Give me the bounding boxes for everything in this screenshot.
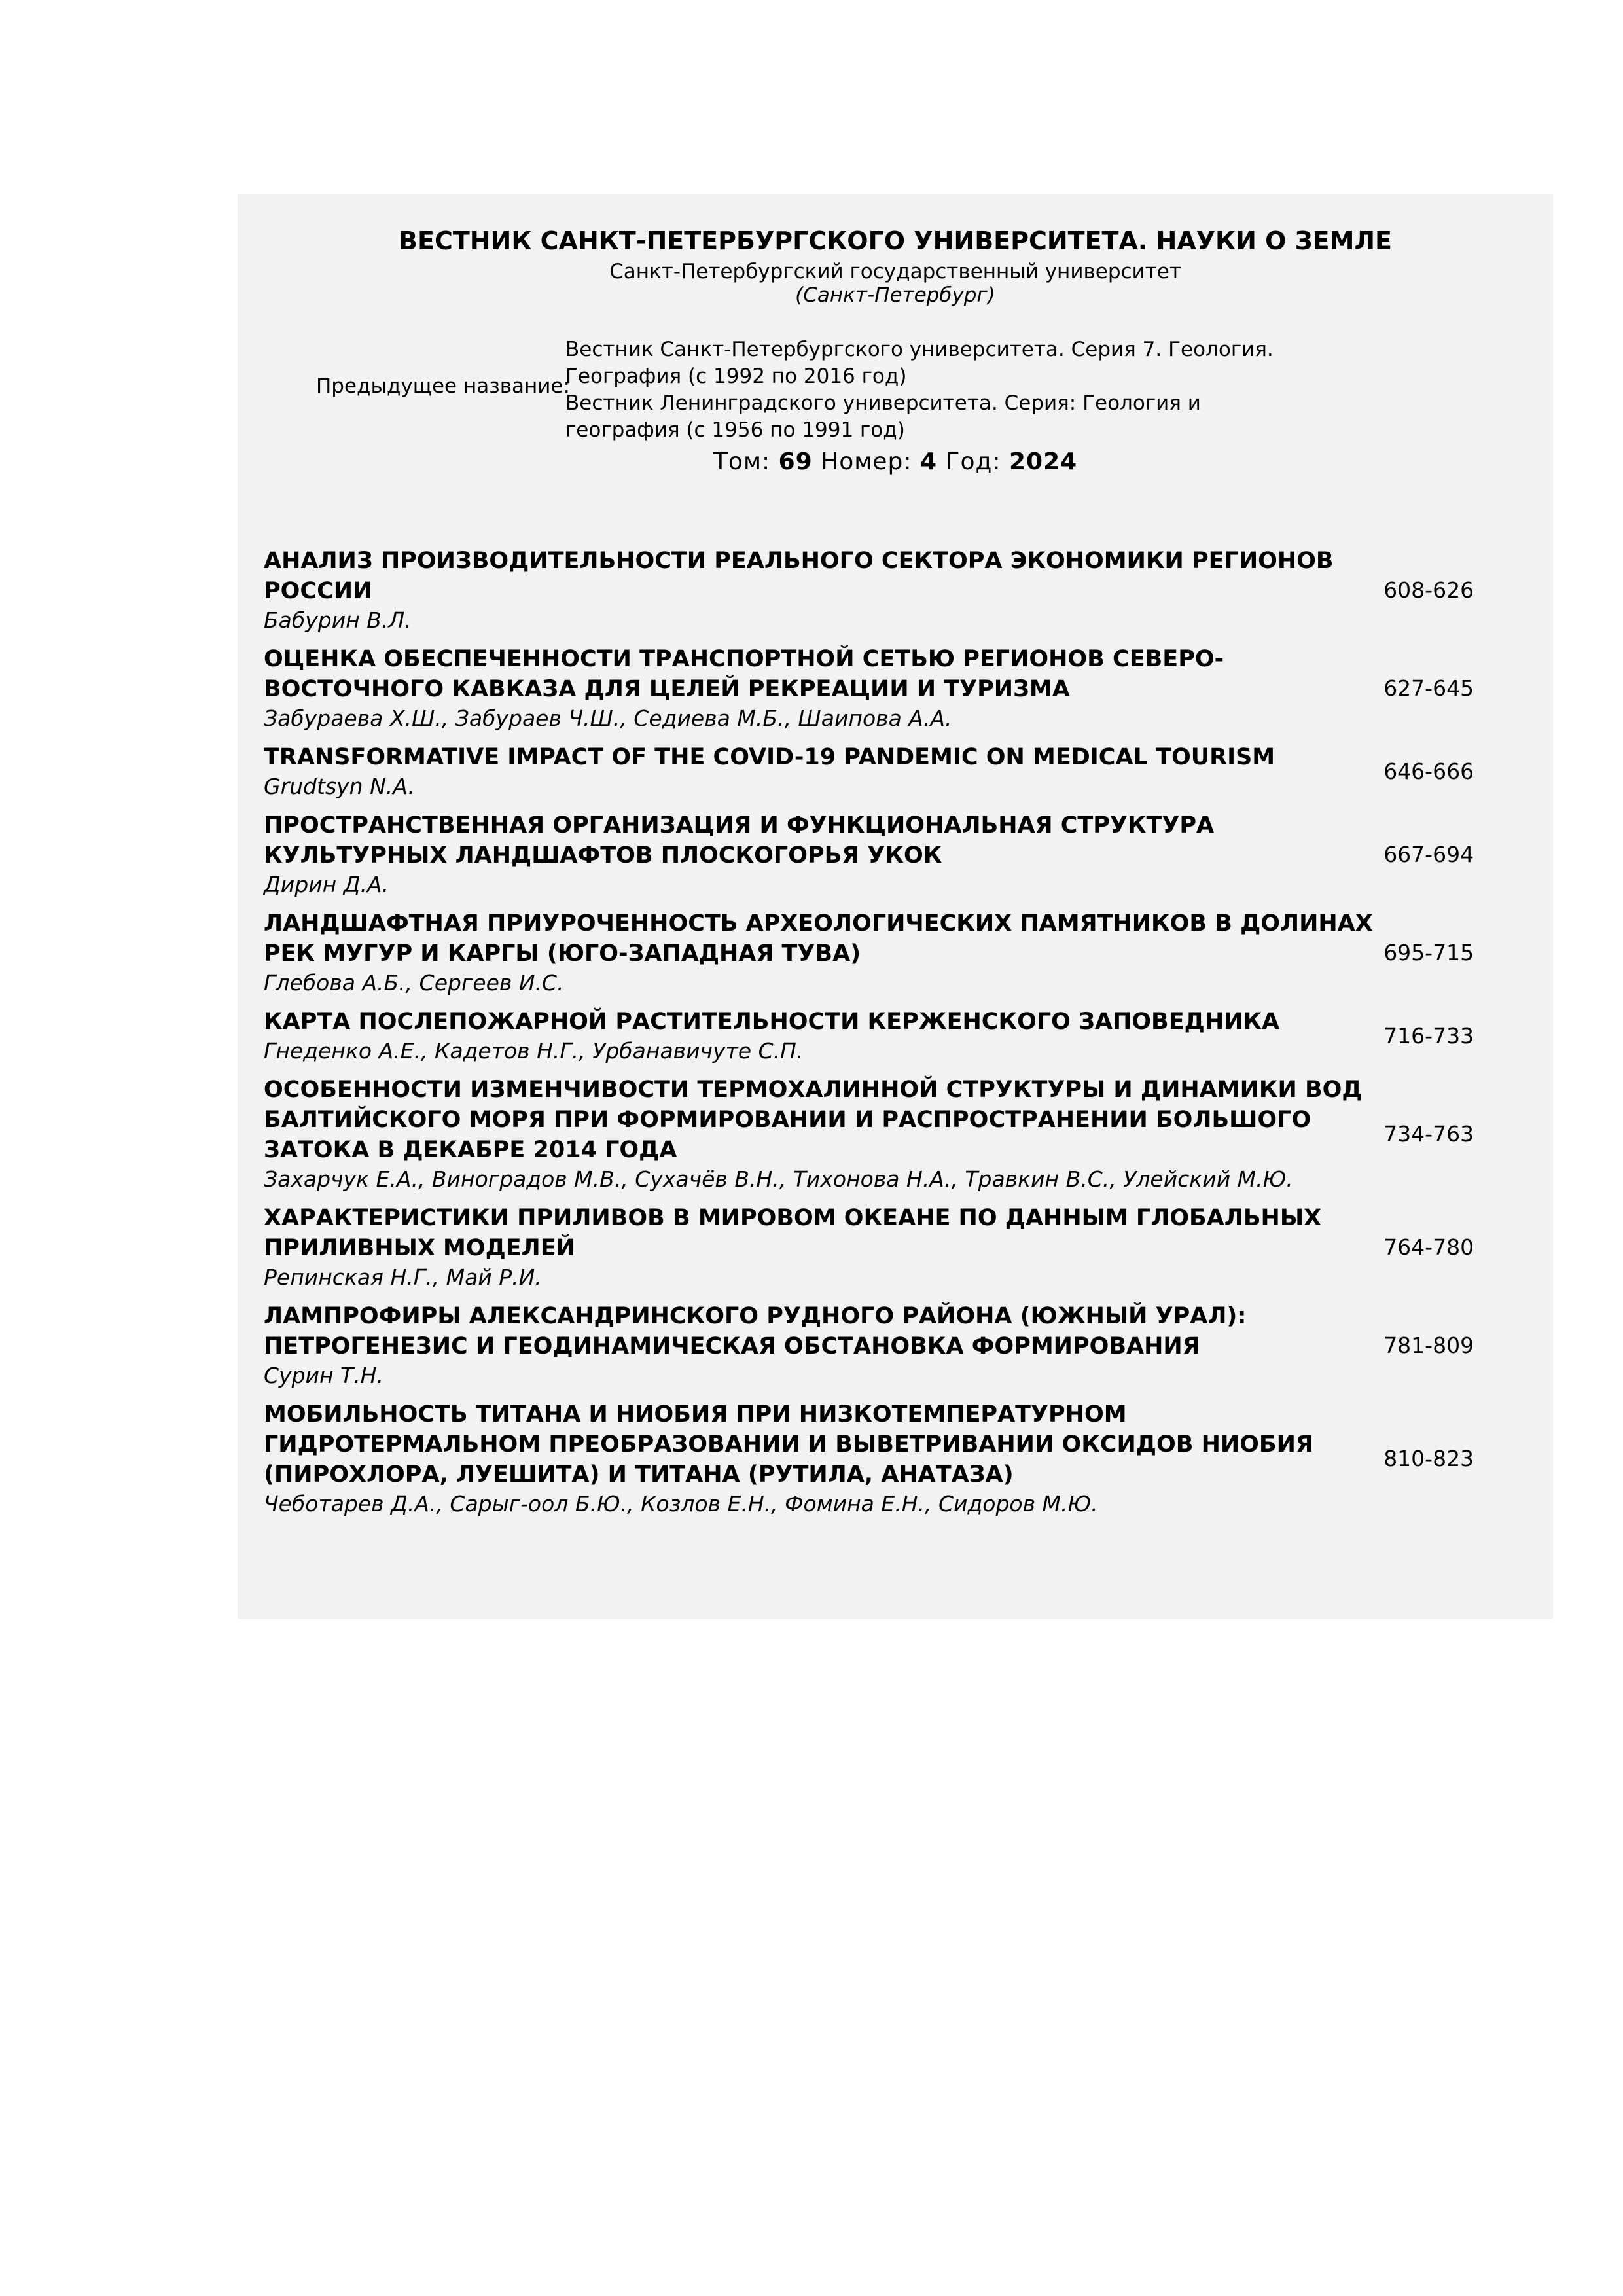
- article-main: [264, 1301, 1377, 1390]
- article-title-link[interactable]: ЛАМПРОФИРЫ АЛЕКСАНДРИНСКОГО РУДНОГО РАЙОНА (ЮЖНЫЙ УРАЛ): ПЕТРОГЕНЕЗИС И ГЕОДИНАМИЧЕСКАЯ ОБСТАНОВКА ФОРМИРОВАНИЯ: [264, 1303, 1247, 1359]
- article-title-link[interactable]: ПРОСТРАНСТВЕННАЯ ОРГАНИЗАЦИЯ И ФУНКЦИОНАЛЬНАЯ СТРУКТУРА КУЛЬТУРНЫХ ЛАНДШАФТОВ ПЛОСКОГОРЬЯ УКОК: [264, 812, 1215, 869]
- previous-names-list: [565, 336, 1311, 444]
- year-label: Год:: [945, 448, 1001, 475]
- article-title-link[interactable]: TRANSFORMATIVE IMPACT OF THE COVID-19 PANDEMIC ON MEDICAL TOURISM: [264, 744, 1275, 770]
- article-entry: [264, 1075, 1533, 1194]
- article-authors: Репинская Н.Г., Май Р.И.: [264, 1265, 542, 1290]
- article-title-link[interactable]: ХАРАКТЕРИСТИКИ ПРИЛИВОВ В МИРОВОМ ОКЕАНЕ ПО ДАННЫМ ГЛОБАЛЬНЫХ ПРИЛИВНЫХ МОДЕЛЕЙ: [264, 1205, 1322, 1261]
- article-pages: 734-763: [1383, 1121, 1474, 1147]
- article-authors: Захарчук Е.А., Виноградов М.В., Сухачёв В.Н., Тихонова Н.А., Травкин В.С., Улейский М.Ю.: [264, 1166, 1293, 1192]
- article-entry: [264, 644, 1533, 733]
- article-main: [264, 1203, 1377, 1292]
- article-pages: 695-715: [1383, 940, 1474, 965]
- previous-name-label: Предыдущее название:: [316, 374, 570, 398]
- article-title-link[interactable]: АНАЛИЗ ПРОИЗВОДИТЕЛЬНОСТИ РЕАЛЬНОГО СЕКТОРА ЭКОНОМИКИ РЕГИОНОВ РОССИИ: [264, 548, 1334, 604]
- article-entry: [264, 1203, 1533, 1292]
- article-title-link[interactable]: ЛАНДШАФТНАЯ ПРИУРОЧЕННОСТЬ АРХЕОЛОГИЧЕСКИХ ПАМЯТНИКОВ В ДОЛИНАХ РЕК МУГУР И КАРГЫ (ЮГО-ЗАПАДНАЯ ТУВА): [264, 910, 1373, 967]
- article-entry: [264, 1007, 1533, 1066]
- article-entry: [264, 810, 1533, 899]
- article-authors: Глебова А.Б., Сергеев И.С.: [264, 970, 564, 996]
- article-title-link[interactable]: МОБИЛЬНОСТЬ ТИТАНА И НИОБИЯ ПРИ НИЗКОТЕМПЕРАТУРНОМ ГИДРОТЕРМАЛЬНОМ ПРЕОБРАЗОВАНИИ И ВЫВЕТРИВАНИИ ОКСИДОВ НИОБИЯ (ПИРОХЛОРА, ЛУЕШИТА) И ТИТАНА (РУТИЛА, АНАТАЗА): [264, 1401, 1313, 1488]
- article-entry: [264, 908, 1533, 997]
- volume-value: 69: [778, 448, 813, 475]
- article-pages: 667-694: [1383, 842, 1474, 867]
- previous-name-item: Вестник Санкт-Петербургского университета. Серия 7. Геология. География (с 1992 по 2016 год): [565, 338, 1274, 388]
- publisher-name: Санкт-Петербургский государственный университет: [609, 260, 1181, 283]
- article-authors: Гнеденко А.Е., Кадетов Н.Г., Урбанавичуте С.П.: [264, 1038, 804, 1064]
- article-main: [264, 742, 1377, 801]
- journal-contents-panel: [238, 194, 1553, 1619]
- table-of-contents: [264, 546, 1533, 1528]
- volume-label: Том:: [713, 448, 771, 475]
- article-title-link[interactable]: ОСОБЕННОСТИ ИЗМЕНЧИВОСТИ ТЕРМОХАЛИННОЙ СТРУКТУРЫ И ДИНАМИКИ ВОД БАЛТИЙСКОГО МОРЯ ПРИ ФОРМИРОВАНИИ И РАСПРОСТРАНЕНИИ БОЛЬШОГО ЗАТОКА В ДЕКАБРЕ 2014 ГОДА: [264, 1077, 1363, 1163]
- year-value: 2024: [1008, 448, 1078, 475]
- number-label: Номер:: [821, 448, 912, 475]
- article-authors: Бабурин В.Л.: [264, 607, 412, 633]
- article-main: [264, 1007, 1377, 1066]
- article-pages: 764-780: [1383, 1234, 1474, 1260]
- article-pages: 716-733: [1383, 1023, 1474, 1049]
- article-title-link[interactable]: ОЦЕНКА ОБЕСПЕЧЕННОСТИ ТРАНСПОРТНОЙ СЕТЬЮ РЕГИОНОВ СЕВЕРО-ВОСТОЧНОГО КАВКАЗА ДЛЯ ЦЕЛЕЙ РЕКРЕАЦИИ И ТУРИЗМА: [264, 646, 1224, 702]
- article-entry: [264, 546, 1533, 635]
- article-entry: [264, 1399, 1533, 1518]
- article-main: [264, 908, 1377, 997]
- previous-name-item: Вестник Ленинградского университета. Серия: Геология и география (с 1956 по 1991 год): [565, 391, 1201, 442]
- article-pages: 608-626: [1383, 577, 1474, 603]
- number-value: 4: [920, 448, 938, 475]
- article-pages: 781-809: [1383, 1333, 1474, 1358]
- article-authors: Забураева Х.Ш., Забураев Ч.Ш., Седиева М.Б., Шаипова А.А.: [264, 706, 952, 731]
- article-main: [264, 546, 1377, 635]
- article-entry: [264, 1301, 1533, 1390]
- article-authors: Grudtsyn N.A.: [264, 774, 415, 799]
- article-pages: 627-645: [1383, 675, 1474, 701]
- article-pages: 810-823: [1383, 1446, 1474, 1471]
- article-main: [264, 1075, 1377, 1194]
- article-authors: Сурин Т.Н.: [264, 1363, 383, 1388]
- article-main: [264, 1399, 1377, 1518]
- article-authors: Чеботарев Д.А., Сарыг-оол Б.Ю., Козлов Е.Н., Фомина Е.Н., Сидоров М.Ю.: [264, 1491, 1098, 1516]
- publisher-city: (Санкт-Петербург): [795, 283, 995, 307]
- article-authors: Дирин Д.А.: [264, 872, 389, 897]
- journal-title[interactable]: ВЕСТНИК САНКТ-ПЕТЕРБУРГСКОГО УНИВЕРСИТЕТА. НАУКИ О ЗЕМЛЕ: [399, 226, 1392, 255]
- article-title-link[interactable]: КАРТА ПОСЛЕПОЖАРНОЙ РАСТИТЕЛЬНОСТИ КЕРЖЕНСКОГО ЗАПОВЕДНИКА: [264, 1009, 1280, 1035]
- article-main: [264, 644, 1377, 733]
- issue-info: [238, 446, 1553, 478]
- article-entry: [264, 742, 1533, 801]
- article-pages: 646-666: [1383, 759, 1474, 784]
- article-main: [264, 810, 1377, 899]
